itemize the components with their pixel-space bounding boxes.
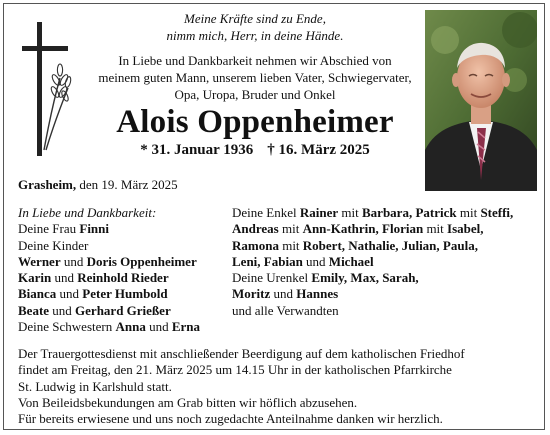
funeral-info bbox=[18, 346, 538, 427]
life-dates bbox=[90, 141, 420, 159]
funeral-info-line-2: findet am Freitag, den 21. März 2025 um 14.15 Uhr in der katholischen Pfarrkirche bbox=[18, 362, 452, 378]
mourner-relation: und bbox=[56, 286, 83, 302]
mourner-name: Anna bbox=[115, 319, 146, 335]
right-line bbox=[232, 205, 542, 221]
mourner-relation: und bbox=[60, 253, 87, 269]
mourner-name: Emily, Max, Sarah, bbox=[311, 270, 419, 286]
mourner-name: Ann-Kathrin, Florian bbox=[302, 221, 424, 237]
mourner-relation: Deine Kinder bbox=[18, 237, 89, 253]
mourner-relation: und bbox=[302, 253, 329, 269]
mourner-name: Isabel, bbox=[447, 221, 484, 237]
portrait-photo bbox=[425, 10, 537, 191]
mourner-name: Reinhold Rieder bbox=[77, 270, 169, 286]
mourners-left-column bbox=[18, 205, 230, 335]
mourner-relation: mit bbox=[338, 205, 362, 220]
funeral-info-line-3: St. Ludwig in Karlshuld statt. bbox=[18, 378, 172, 394]
quote-line-2: nimm mich, Herr, in deine Hände. bbox=[166, 28, 344, 43]
intro-text bbox=[90, 52, 420, 103]
right-line bbox=[232, 254, 542, 270]
birth-date: * 31. Januar 1936 bbox=[140, 142, 254, 158]
funeral-info-line-5: Für bereits erwiesene und uns noch zugedachte Anteilnahme danken wir herzlich. bbox=[18, 411, 443, 427]
mourner-name: Beate bbox=[18, 302, 50, 318]
funeral-info-line-4: Von Beileidsbekundungen am Grab bitten wir höflich abzusehen. bbox=[18, 394, 358, 410]
mourner-name: Moritz bbox=[232, 286, 271, 302]
left-line bbox=[18, 303, 230, 319]
mourner-name: Barbara, Patrick bbox=[362, 205, 457, 220]
mourner-relation: Deine Enkel bbox=[232, 205, 300, 220]
mourner-relation: Deine Urenkel bbox=[232, 270, 312, 286]
mourner-name: Karin bbox=[18, 270, 52, 286]
right-line bbox=[232, 303, 542, 319]
left-line bbox=[18, 270, 230, 286]
mourner-name: Rainer bbox=[299, 205, 339, 220]
mourners-heading: In Liebe und Dankbarkeit: bbox=[18, 205, 157, 220]
right-line bbox=[232, 286, 542, 302]
mourner-relation: und bbox=[145, 319, 172, 335]
mourner-name: Erna bbox=[171, 319, 200, 335]
mourner-name: Robert, Nathalie, Julian, Paula, bbox=[302, 237, 478, 253]
mourner-name: Gerhard Grießer bbox=[75, 302, 171, 318]
place-town: Grasheim, bbox=[18, 177, 77, 192]
intro-line-1: In Liebe und Dankbarkeit nehmen wir Abschied von bbox=[118, 53, 392, 68]
mourner-name: Werner bbox=[18, 253, 61, 269]
mourner-name: Peter Humbold bbox=[82, 286, 168, 302]
mourner-relation: und alle Verwandten bbox=[232, 302, 339, 318]
left-line bbox=[18, 286, 230, 302]
mourner-name: Hannes bbox=[296, 286, 339, 302]
mourner-name: Michael bbox=[328, 253, 374, 269]
mourner-relation: Deine Schwestern bbox=[18, 319, 116, 335]
mourners-right-column bbox=[232, 205, 542, 319]
quote bbox=[90, 10, 420, 44]
quote-line-1: Meine Kräfte sind zu Ende, bbox=[184, 11, 326, 26]
left-line bbox=[18, 319, 230, 335]
mourner-name: Andreas bbox=[232, 221, 279, 237]
notice-date: den 19. März 2025 bbox=[76, 177, 178, 192]
left-line bbox=[18, 254, 230, 270]
death-date: † 16. März 2025 bbox=[267, 142, 370, 158]
left-line bbox=[18, 221, 230, 237]
deceased-name: Alois Oppenheimer bbox=[116, 104, 394, 140]
mourner-relation: mit bbox=[278, 237, 303, 253]
right-line bbox=[232, 270, 542, 286]
right-line bbox=[232, 221, 542, 237]
funeral-info-line-1: Der Trauergottesdienst mit anschließender Beerdigung auf dem katholischen Friedhof bbox=[18, 346, 465, 361]
cross-with-wheat-icon bbox=[20, 18, 72, 158]
mourner-name: Steffi, bbox=[480, 205, 514, 220]
mourner-relation: mit bbox=[278, 221, 303, 237]
mourner-name: Leni, Fabian bbox=[232, 253, 303, 269]
place-and-date bbox=[18, 176, 178, 193]
mourner-name: Doris Oppenheimer bbox=[86, 253, 197, 269]
mourner-name: Finni bbox=[79, 221, 109, 237]
mourner-relation: mit bbox=[456, 205, 481, 220]
mourner-name: Ramona bbox=[232, 237, 279, 253]
intro-line-2: meinem guten Mann, unserem lieben Vater, Schwiegervater, bbox=[98, 70, 412, 85]
mourner-relation: Deine Frau bbox=[18, 221, 80, 237]
right-line bbox=[232, 238, 542, 254]
left-line bbox=[18, 238, 230, 254]
mourner-relation: und bbox=[51, 270, 78, 286]
mourner-relation: und bbox=[49, 302, 76, 318]
mourner-relation: mit bbox=[423, 221, 448, 237]
mourner-relation: und bbox=[270, 286, 297, 302]
intro-line-3: Opa, Uropa, Bruder und Onkel bbox=[174, 87, 336, 102]
mourner-name: Bianca bbox=[18, 286, 57, 302]
